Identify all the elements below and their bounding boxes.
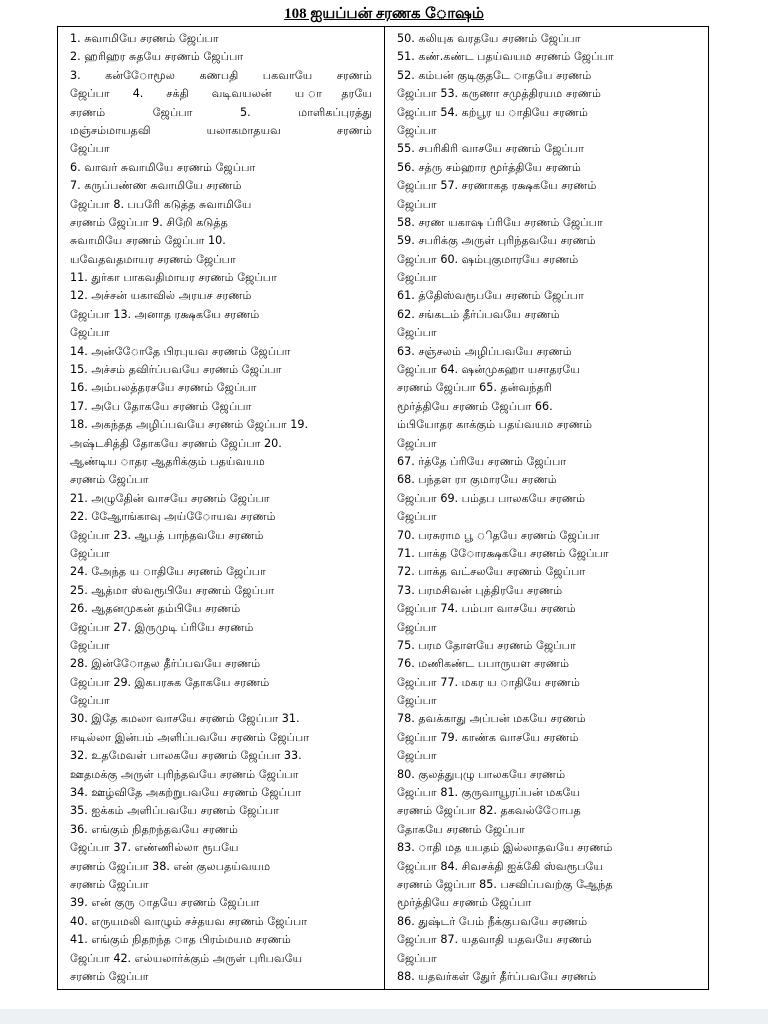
chant-line: ஜேப்பா (397, 197, 437, 211)
left-column (70, 30, 372, 986)
chant-line: சரணம் ஜேப்பா 9. சிறிே கடுத்த (70, 215, 228, 229)
chant-line: 2. ஹரிஹர சுதயே சரணம் ஜேப்பா (70, 50, 244, 64)
chant-line: 61. த்திேஸ்வரூபயே சரணம் ஜேப்பா (397, 289, 584, 303)
chant-line: 83. ாதி மத யபதம் இல்லாதவயே சரணம் (397, 841, 613, 855)
chant-table (57, 26, 709, 990)
chant-line: 56. சத்ரு சம்ஹார மூர்த்தியே சரணம் (397, 160, 581, 174)
chant-line: 78. தவக்காது அப்பன் மகயே சரணம் (397, 712, 586, 726)
chant-line: சரணம் ஜேப்பா 85. பசவிப்பவற்கு ஆேந்த (397, 877, 613, 891)
chant-line: ஜேப்பா 37. எண்ணில்லா ரூபயே (70, 841, 239, 855)
chant-line: அஷ்டசித்தி தோகயே சரணம் ஜேப்பா 20. (70, 436, 282, 450)
chant-line: 67. ர்த்தே ப்ரியே சரணம் ஜேப்பா (397, 454, 567, 468)
chant-line: 63. சஞ்சலம் அழிப்பவயே சரணம் (397, 344, 572, 358)
chant-line: 28. இன்ோேதல தீர்ப்பவயே சரணம் (70, 657, 261, 671)
chant-line: ஜேப்பா 54. கற்பூர ய ாதியே சரணம் (397, 105, 589, 119)
chant-line: 51. கண்.கண்ட பதய்வயம சரணம் ஜேப்பா (397, 50, 614, 64)
chant-line: ஜேப்பா 87. யதவாதி யதவயே சரணம் (397, 933, 592, 947)
chant-line: ஜேப்பா 57. சரணாகத ரக்ஷகயே சரணம் (397, 179, 597, 193)
chant-line: ஜேப்பா 79. காண்க வாசயே சரணம் (397, 730, 579, 744)
chant-line: ஜேப்பா (70, 694, 110, 708)
chant-line: 36. எங்கும் நிதறந்தவயே சரணம் (70, 822, 238, 836)
chant-line: 32. உதமேவள் பாலகயே சரணம் ஜேப்பா 33. (70, 749, 302, 763)
chant-line: சுவாமியே சரணம் ஜேப்பா 10. (70, 234, 226, 248)
chant-line: 52. கம்பன் குடிகுதடே ாதயே சரணம் (397, 68, 592, 82)
chant-line: 16. அம்பலத்தரசயே சரணம் ஜேப்பா (70, 381, 257, 395)
chant-line: 70. பரசுராம பூ ிதயே சரணம் ஜேப்பா (397, 528, 600, 542)
viewer-bottom-strip (0, 1009, 768, 1024)
chant-line: ஜேப்பா 27. இருமுடி ப்ரியே சரணம் (70, 620, 254, 634)
chant-line: ஜேப்பா 69. பம்தப பாலகயே சரணம் (397, 491, 586, 505)
chant-line: 30. இதே கமலா வாசயே சரணம் ஜேப்பா 31. (70, 712, 300, 726)
chant-line: சரணம் ஜேப்பா (70, 473, 149, 487)
chant-line: 26. ஆதனமுகன் தம்பியே சரணம் (70, 602, 241, 616)
chant-line: ஜேப்பா 60. ஷம்புகுமாரயே சரணம் (397, 252, 579, 266)
chant-line: 15. அச்சம் தவிர்ப்பவயே சரணம் ஜேப்பா (70, 363, 282, 377)
chant-line: ஜேப்பா (397, 951, 437, 965)
chant-line: 76. மணிகண்ட பபாருயள சரணம் (397, 657, 570, 671)
chant-line: 75. பரம தோளயே சரணம் ஜேப்பா (397, 638, 576, 652)
chant-line: 80. குலத்துபுழு பாலகயே சரணம் (397, 767, 566, 781)
chant-line: ஆண்டிய ாதர ஆதரிக்கும் பதய்வயம (70, 454, 265, 468)
chant-line: 3. கன்ோேமூல கணபதி பகவாயே சரணம் (70, 68, 372, 82)
chant-line: ஈடில்லா இன்பம் அளிப்பவயே சரணம் ஜேப்பா (70, 730, 310, 744)
chant-line: ம்பியோதர காக்கும் பதய்வயம சரணம் (397, 418, 593, 432)
chant-line: சரணம் ஜேப்பா 82. தகவல்ோேபத (397, 804, 581, 818)
chant-line: ஜேப்பா (397, 123, 437, 137)
chant-line: 6. வாவர் சுவாமியே சரணம் ஜேப்பா (70, 160, 256, 174)
chant-line: 39. என் குரு ாதயே சரணம் ஜேப்பா (70, 896, 260, 910)
chant-line: ஜேப்பா (397, 620, 437, 634)
chant-line: சரணம் ஜேப்பா (70, 877, 149, 891)
chant-line: 73. பரமசிவன் புத்திரயே சரணம் (397, 583, 563, 597)
chant-line: 14. அன்ோேதே பிரபுயவ சரணம் ஜேப்பா (70, 344, 291, 358)
chant-line: ஜேப்பா 29. இகபரசுக தோகயே சரணம் (70, 675, 270, 689)
chant-line: ஜேப்பா (397, 326, 437, 340)
chant-line: தோகயே சரணம் ஜேப்பா (397, 822, 525, 836)
chant-line: ஜேப்பா 8. பபரிே கடுத்த சுவாமியே (70, 197, 252, 211)
chant-line: 68. பந்தள ரா குமாரயே சரணம் (397, 473, 557, 487)
chant-line: 35. ஐக்கம் அளிப்பவயே சரணம் ஜேப்பா (70, 804, 279, 818)
chant-line: ஜேப்பா (70, 326, 110, 340)
chant-line: ஊதமக்கு அருள் புரிந்தவயே சரணம் ஜேப்பா (70, 767, 299, 781)
chant-line: 18. அகந்தத அழிப்பவயே சரணம் ஜேப்பா 19. (70, 418, 309, 432)
chant-line: 58. சரண யகாஷ ப்ரியே சரணம் ஜேப்பா (397, 215, 603, 229)
chant-line: ஜேப்பா 74. பம்பா வாசயே சரணம் (397, 602, 576, 616)
chant-line: ஜேப்பா 84. சிவசக்தி ஐக்கிே ஸ்வரூபயே (397, 859, 604, 873)
chant-line: 72. பாக்த வட்சலயே சரணம் ஜேப்பா (397, 565, 586, 579)
chant-line: மஞ்சம்மாயதவி யலாகமாதயவ சரணம் (70, 123, 372, 137)
chant-line: 21. அழுதேின் வாசயே சரணம் ஜேப்பா (70, 491, 270, 505)
chant-line: ஜேப்பா 13. அனாத ரக்ஷகயே சரணம் (70, 307, 260, 321)
chant-line: ஜேப்பா (397, 271, 437, 285)
chant-line: 17. அபே தோகயே சரணம் ஜேப்பா (70, 399, 252, 413)
chant-line: 59. சபரிக்கு அருள் புரிந்தவயே சரணம் (397, 234, 596, 248)
chant-line: ஜேப்பா (70, 546, 110, 560)
chant-line: ஜேப்பா 64. ஷன்முகஹா யசாதரயே (397, 363, 580, 377)
chant-line: 41. எங்கும் நிதறந்த ாத பிரம்மயம சரணம் (70, 933, 291, 947)
chant-line: 40. எருயமலி வாழும் சச்தயவ சரணம் ஜேப்பா (70, 914, 308, 928)
chant-line: சரணம் ஜேப்பா 65. தன்வந்தரி (397, 381, 552, 395)
chant-line: ஜேப்பா 4. சக்தி வடிவயலன் ய ாதரயே (70, 87, 372, 101)
chant-line: 24. அேந்த ய ாதியே சரணம் ஜேப்பா (70, 565, 266, 579)
page-title: 108 ஐயப்பன் சரணக ோஷம் (284, 6, 484, 22)
chant-line: ஜேப்பா 81. குருவாயூரப்பன் மகயே (397, 786, 581, 800)
chant-line: 12. அச்சன் யகாவில் அரயச சரணம் (70, 289, 252, 303)
column-divider (384, 27, 385, 989)
chant-line: மூர்த்தியே சரணம் ஜேப்பா 66. (397, 399, 553, 413)
chant-line: 62. சங்கடம் தீர்ப்பவயே சரணம் (397, 307, 560, 321)
chant-line: 7. கருப்பண்ண சுவாமியே சரணம் (70, 179, 242, 193)
chant-line: மூர்த்தியே சரணம் ஜேப்பா (397, 896, 532, 910)
chant-line: ஜேப்பா 53. கருணா சமுத்திரயம சரணம் (397, 87, 602, 101)
chant-line: 1. சுவாமியே சரணம் ஜேப்பா (70, 32, 219, 45)
chant-line: 55. சபரிகிரி வாசயே சரணம் ஜேப்பா (397, 142, 585, 156)
chant-line: 86. துஷ்டர் பேம் நீக்குபவயே சரணம் (397, 914, 588, 928)
chant-line: 71. பாக்த ோேரக்ஷகயே சரணம் ஜேப்பா (397, 546, 609, 560)
chant-line: ஜேப்பா (397, 436, 437, 450)
chant-line: ஜேப்பா 23. ஆபத் பாந்தவயே சரணம் (70, 528, 264, 542)
chant-line: 11. துர்கா பாகவதிமாயர சரணம் ஜேப்பா (70, 271, 277, 285)
chant-line: ஜேப்பா (70, 142, 110, 156)
chant-line: 50. கலியுக வரதயே சரணம் ஜேப்பா (397, 32, 581, 45)
chant-line: ஜேப்பா (397, 510, 437, 524)
chant-line: ஜேப்பா (397, 694, 437, 708)
chant-line: ஜேப்பா 42. எல்யலார்க்கும் அருள் புரிபவயே (70, 951, 303, 965)
chant-line: ஜேப்பா 77. மகர ய ாதியே சரணம் (397, 675, 580, 689)
chant-line: யவேதவதமாயர சரணம் ஜேப்பா (70, 252, 236, 266)
chant-line: ஜேப்பா (397, 749, 437, 763)
right-column (397, 30, 699, 986)
chant-line: 34. ஊழ்விதே அகற்றுபவயே சரணம் ஜேப்பா (70, 786, 302, 800)
chant-line: சரணம் ஜேப்பா 38. என் குலபதய்வயம (70, 859, 271, 873)
chant-line: 25. ஆத்மா ஸ்வரூபியே சரணம் ஜேப்பா (70, 583, 275, 597)
chant-line: சரணம் ஜேப்பா 5. மாளிகப்புரத்து (70, 105, 372, 119)
chant-line: ஜேப்பா (70, 638, 110, 652)
chant-line: 88. யதவர்கள் துேர் தீர்ப்பவயே சரணம் (397, 969, 597, 983)
chant-line: சரணம் ஜேப்பா (70, 969, 149, 983)
chant-line: 22. ஆோேங்காவு அய்ோேயவ சரணம் (70, 510, 276, 524)
